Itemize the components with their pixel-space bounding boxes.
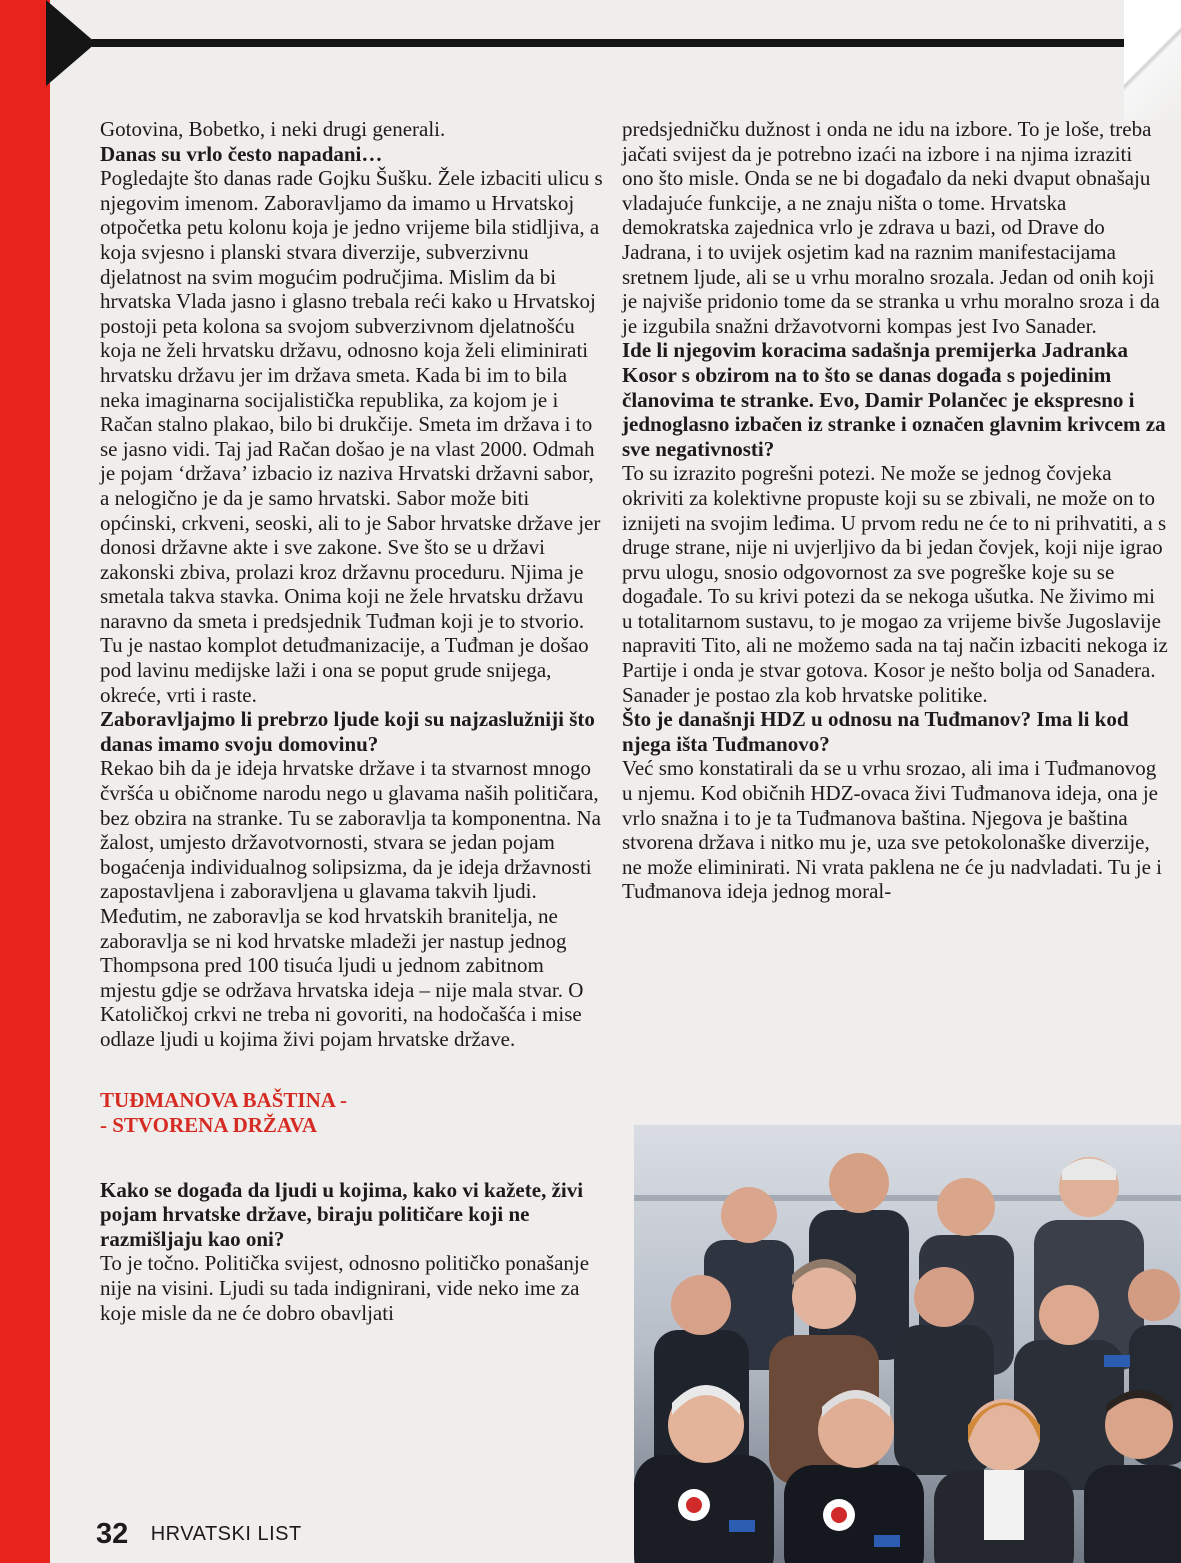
interview-question: Ide li njegovim koracima sadašnja premijerka Jadranka Kosor s obzirom na to što se danas događa s pojedinim članovima te stranke. Evo, Damir Polančec je ekspresno i jednoglasno izbačen iz stranke i označen glavnim krivcem za sve negativnosti?: [622, 338, 1166, 461]
section-heading-line: TUĐMANOVA BAŠTINA -: [100, 1087, 347, 1112]
interview-answer: predsjedničku dužnost i onda ne idu na izbore. To je loše, treba jačati svijest da je potrebno izaći na izbore i na njima izraziti ono što misle. Onda se ne bi događalo da neki dvaput obnašaju vladajuće funkcije, a ne znaju ništa o tome. Hrvatska demokratska zajednica vrlo je zdrava u bazi, od Drave do Jadrana, i to uvijek osjetim kad na raznim manifestacijama sretnem ljude, ali se u vrhu moralno srozala. Jedan od onih koji je najviše pridonio tome da se stranka u vrhu moralno sroza i da je izgubila snažni državotvorni kompas jest Ivo Sanader.: [622, 117, 1160, 338]
interview-question: Zaboravljajmo li prebrzo ljude koji su najzaslužniji što danas imamo svoju domovinu?: [100, 707, 595, 756]
page-footer: [96, 1518, 302, 1551]
arrow-marker: [46, 0, 96, 86]
page-number: 32: [96, 1518, 129, 1550]
group-photo-illustration: [634, 1125, 1181, 1563]
page-curl: [1124, 0, 1181, 120]
interview-question: Kako se događa da ljudi u kojima, kako vi kažete, živi pojam hrvatske države, biraju političare koji ne razmišljaju kao oni?: [100, 1177, 584, 1251]
section-heading: [100, 1088, 605, 1138]
interview-answer: Već smo konstatirali da se u vrhu srozao, ali ima i Tuđmanovog u njemu. Kod običnih HDZ-ovaca živi Tuđmanova ideja, ona je vrlo snažna i to je ta Tuđmanova baština. Njegova je baština stvorena država i nitko mu je, uza sve petokolonaške diverzije, ne može eliminirati. Ni vrata paklena ne će ju nadvladati. Tu je i Tuđmanova ideja jednog moral-: [622, 756, 1163, 904]
top-rule: [92, 39, 1181, 47]
red-side-band: [0, 0, 50, 1563]
magazine-name: HRVATSKI LIST: [150, 1523, 302, 1545]
text-column-right: [622, 117, 1168, 904]
interview-answer: Rekao bih da je ideja hrvatske države i ta stvarnost mnogo čvršća u običnome narodu nego u glavama naših političara, bez obzira na stranke. Tu se zaboravlja ta komponentna. Na žalost, umjesto državotvornosti, stvara se jedan pojam bogaćenja individualnog solipsizma, da je ideja državnosti zapostavljena i zaboravljena u glavama takvih ljudi. Međutim, ne zaboravlja se kod hrvatskih branitelja, ne zaboravlja se ni kod hrvatske mladeži jer nastup jednog Thompsona pred 100 tisuća ljudi u jednom zabitnom mjestu gdje se održava hrvatska ideja – nije mala stvar. O Katoličkoj crkvi ne treba ni govoriti, na hodočašća i mise odlaze ljudi u kojima živi pojam hrvatske države.: [100, 756, 601, 1051]
interview-answer: To je točno. Politička svijest, odnosno političko ponašanje nije na visini. Ljudi su tada indignirani, vide neko ime za koje misle da ne će dobro obavljati: [100, 1251, 590, 1325]
interview-question: Što je današnji HDZ u odnosu na Tuđmanov? Ima li kod njega išta Tuđmanovo?: [622, 707, 1129, 756]
paragraph: Gotovina, Bobetko, i neki drugi generali.: [100, 117, 446, 141]
interview-answer: Pogledajte što danas rade Gojku Šušku. Žele izbaciti ulicu s njegovim imenom. Zaboravljamo da imamo u Hrvatskoj otpočetka petu kolonu koja je jedno vrijeme bila stidljiva, a koja svjesno i planski stvara diverzije, subverzivnu djelatnost na svim mogućim područjima. Mislim da bi hrvatska Vlada jasno i glasno trebala reći kako u Hrvatskoj postoji peta kolona sa svojom subverzivnom djelatnošću koja ne želi hrvatsku državu, odnosno koja želi eliminirati hrvatsku državu jer im država smeta. Kada bi im to bila neka imaginarna socijalistička republika, za kojom je i Račan stalno plakao, bilo bi drukčije. Smeta im država i to se jasno vidi. Taj jad Račan došao je na vlast 2000. Odmah je pojam ‘država’ izbacio iz naziva Hrvatski državni sabor, a nelogično je da je samo hrvatski. Sabor može biti općinski, crkveni, seoski, ali to je Sabor hrvatske države jer donosi državne akte i sve zakone. Sve što se u državi zakonski zbiva, prolazi kroz državnu proceduru. Njima je smetala takva stavka. Onima koji ne žele hrvatsku državu naravno da smeta i predsjednik Tuđman koji je to stvorio. Tu je nastao komplot detuđmanizacije, a Tuđman je došao pod lavinu medijske laži i ona se poput grude snijega, okreće, vrti i raste.: [100, 166, 603, 707]
interview-answer: To su izrazito pogrešni potezi. Ne može se jednog čovjeka okriviti za kolektivne propuste koji su se zbivali, ne može on to iznijeti na svojim leđima. U prvom redu ne će to ni prihvatiti, a s druge strane, nije ni uvjerljivo da bi jedan čovjek, koji nije igrao prvu ulogu, snosio odgovornost za sve pogreške koje su se događale. To su krivi potezi da se nekoga ušutka. Ne živimo mi u totalitarnom sustavu, to je mogao za vrijeme bivše Jugoslavije napraviti Tito, ali ne možemo sada na taj način izbaciti nekoga iz Partije i onda je stvar gotova. Kosor je nešto bolja od Sanadera. Sanader je postao zla kob hrvatske politike.: [622, 461, 1168, 707]
section-heading-line: - STVORENA DRŽAVA: [100, 1112, 318, 1137]
group-photo: [634, 1125, 1181, 1563]
text-column-left: [100, 117, 605, 1325]
interview-question: Danas su vrlo često napadani…: [100, 141, 383, 166]
